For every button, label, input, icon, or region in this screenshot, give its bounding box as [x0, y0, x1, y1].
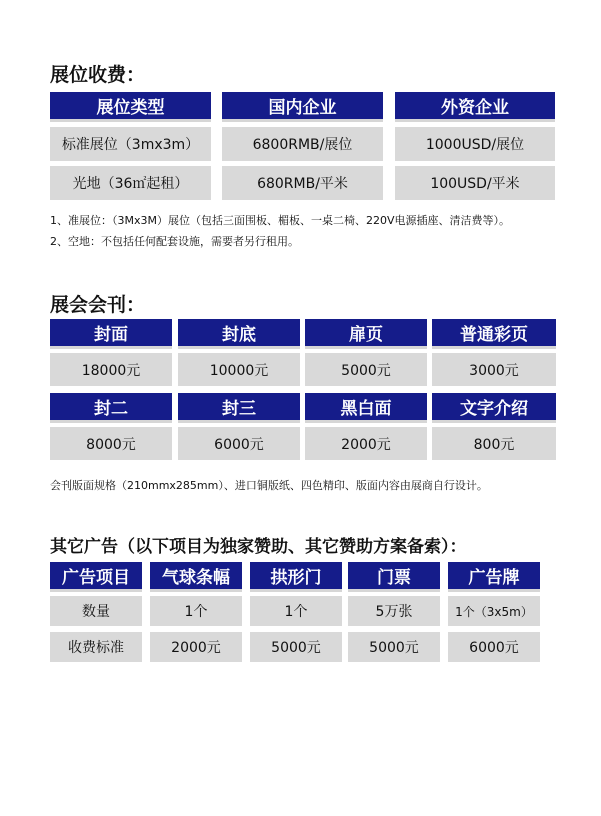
ads-header-billboard: 广告牌 [448, 562, 540, 592]
journal-price-cover: 18000元 [50, 353, 172, 386]
booth-row2-type: 光地（36㎡起租） [50, 166, 211, 200]
ads-header-balloon: 气球条幅 [150, 562, 242, 592]
booth-row1-domestic: 6800RMB/展位 [222, 127, 383, 161]
journal-header-color-page: 普通彩页 [432, 319, 556, 349]
ads-row1-arch: 1个 [250, 596, 342, 626]
journal-header-cover: 封面 [50, 319, 172, 349]
ads-header-ticket: 门票 [348, 562, 440, 592]
ads-row2-billboard: 6000元 [448, 632, 540, 662]
journal-header-inside-front: 封二 [50, 393, 172, 423]
ads-row1-billboard: 1个（3x5m） [448, 596, 540, 626]
journal-header-text-intro: 文字介绍 [432, 393, 556, 423]
booth-row1-foreign: 1000USD/展位 [395, 127, 555, 161]
journal-section-title: 展会会刊： [50, 294, 146, 316]
ads-row2-balloon: 2000元 [150, 632, 242, 662]
ads-header-item: 广告项目 [50, 562, 142, 592]
ads-row1-balloon: 1个 [150, 596, 242, 626]
journal-note: 会刊版面规格（210mmx285mm）、进口铜版纸、四色精印、版面内容由展商自行设计。 [50, 479, 488, 492]
booth-header-foreign: 外资企业 [395, 92, 555, 122]
ads-row1-label: 数量 [50, 596, 142, 626]
journal-price-inside-back: 6000元 [178, 427, 300, 460]
journal-header-title-page: 扉页 [305, 319, 427, 349]
ads-row2-ticket: 5000元 [348, 632, 440, 662]
journal-price-title-page: 5000元 [305, 353, 427, 386]
booth-row2-foreign: 100USD/平米 [395, 166, 555, 200]
journal-price-color-page: 3000元 [432, 353, 556, 386]
journal-price-back-cover: 10000元 [178, 353, 300, 386]
booth-header-type: 展位类型 [50, 92, 211, 122]
journal-header-back-cover: 封底 [178, 319, 300, 349]
journal-price-bw-page: 2000元 [305, 427, 427, 460]
booth-note-1: 1、准展位：（3Mx3M）展位（包括三面围板、楣板、一桌二椅、220V电源插座、清洁费等）。 [50, 214, 511, 227]
booth-row1-type: 标准展位（3mx3m） [50, 127, 211, 161]
booth-header-domestic: 国内企业 [222, 92, 383, 122]
ads-row2-label: 收费标准 [50, 632, 142, 662]
ads-section-title: 其它广告（以下项目为独家赞助、其它赞助方案备索）： [50, 537, 467, 557]
booth-section-title: 展位收费： [50, 64, 146, 86]
journal-price-inside-front: 8000元 [50, 427, 172, 460]
ads-row1-ticket: 5万张 [348, 596, 440, 626]
journal-price-text-intro: 800元 [432, 427, 556, 460]
journal-header-bw-page: 黑白面 [305, 393, 427, 423]
journal-header-inside-back: 封三 [178, 393, 300, 423]
booth-note-2: 2、空地：不包括任何配套设施，需要者另行租用。 [50, 235, 299, 248]
ads-row2-arch: 5000元 [250, 632, 342, 662]
booth-row2-domestic: 680RMB/平米 [222, 166, 383, 200]
ads-header-arch: 拱形门 [250, 562, 342, 592]
